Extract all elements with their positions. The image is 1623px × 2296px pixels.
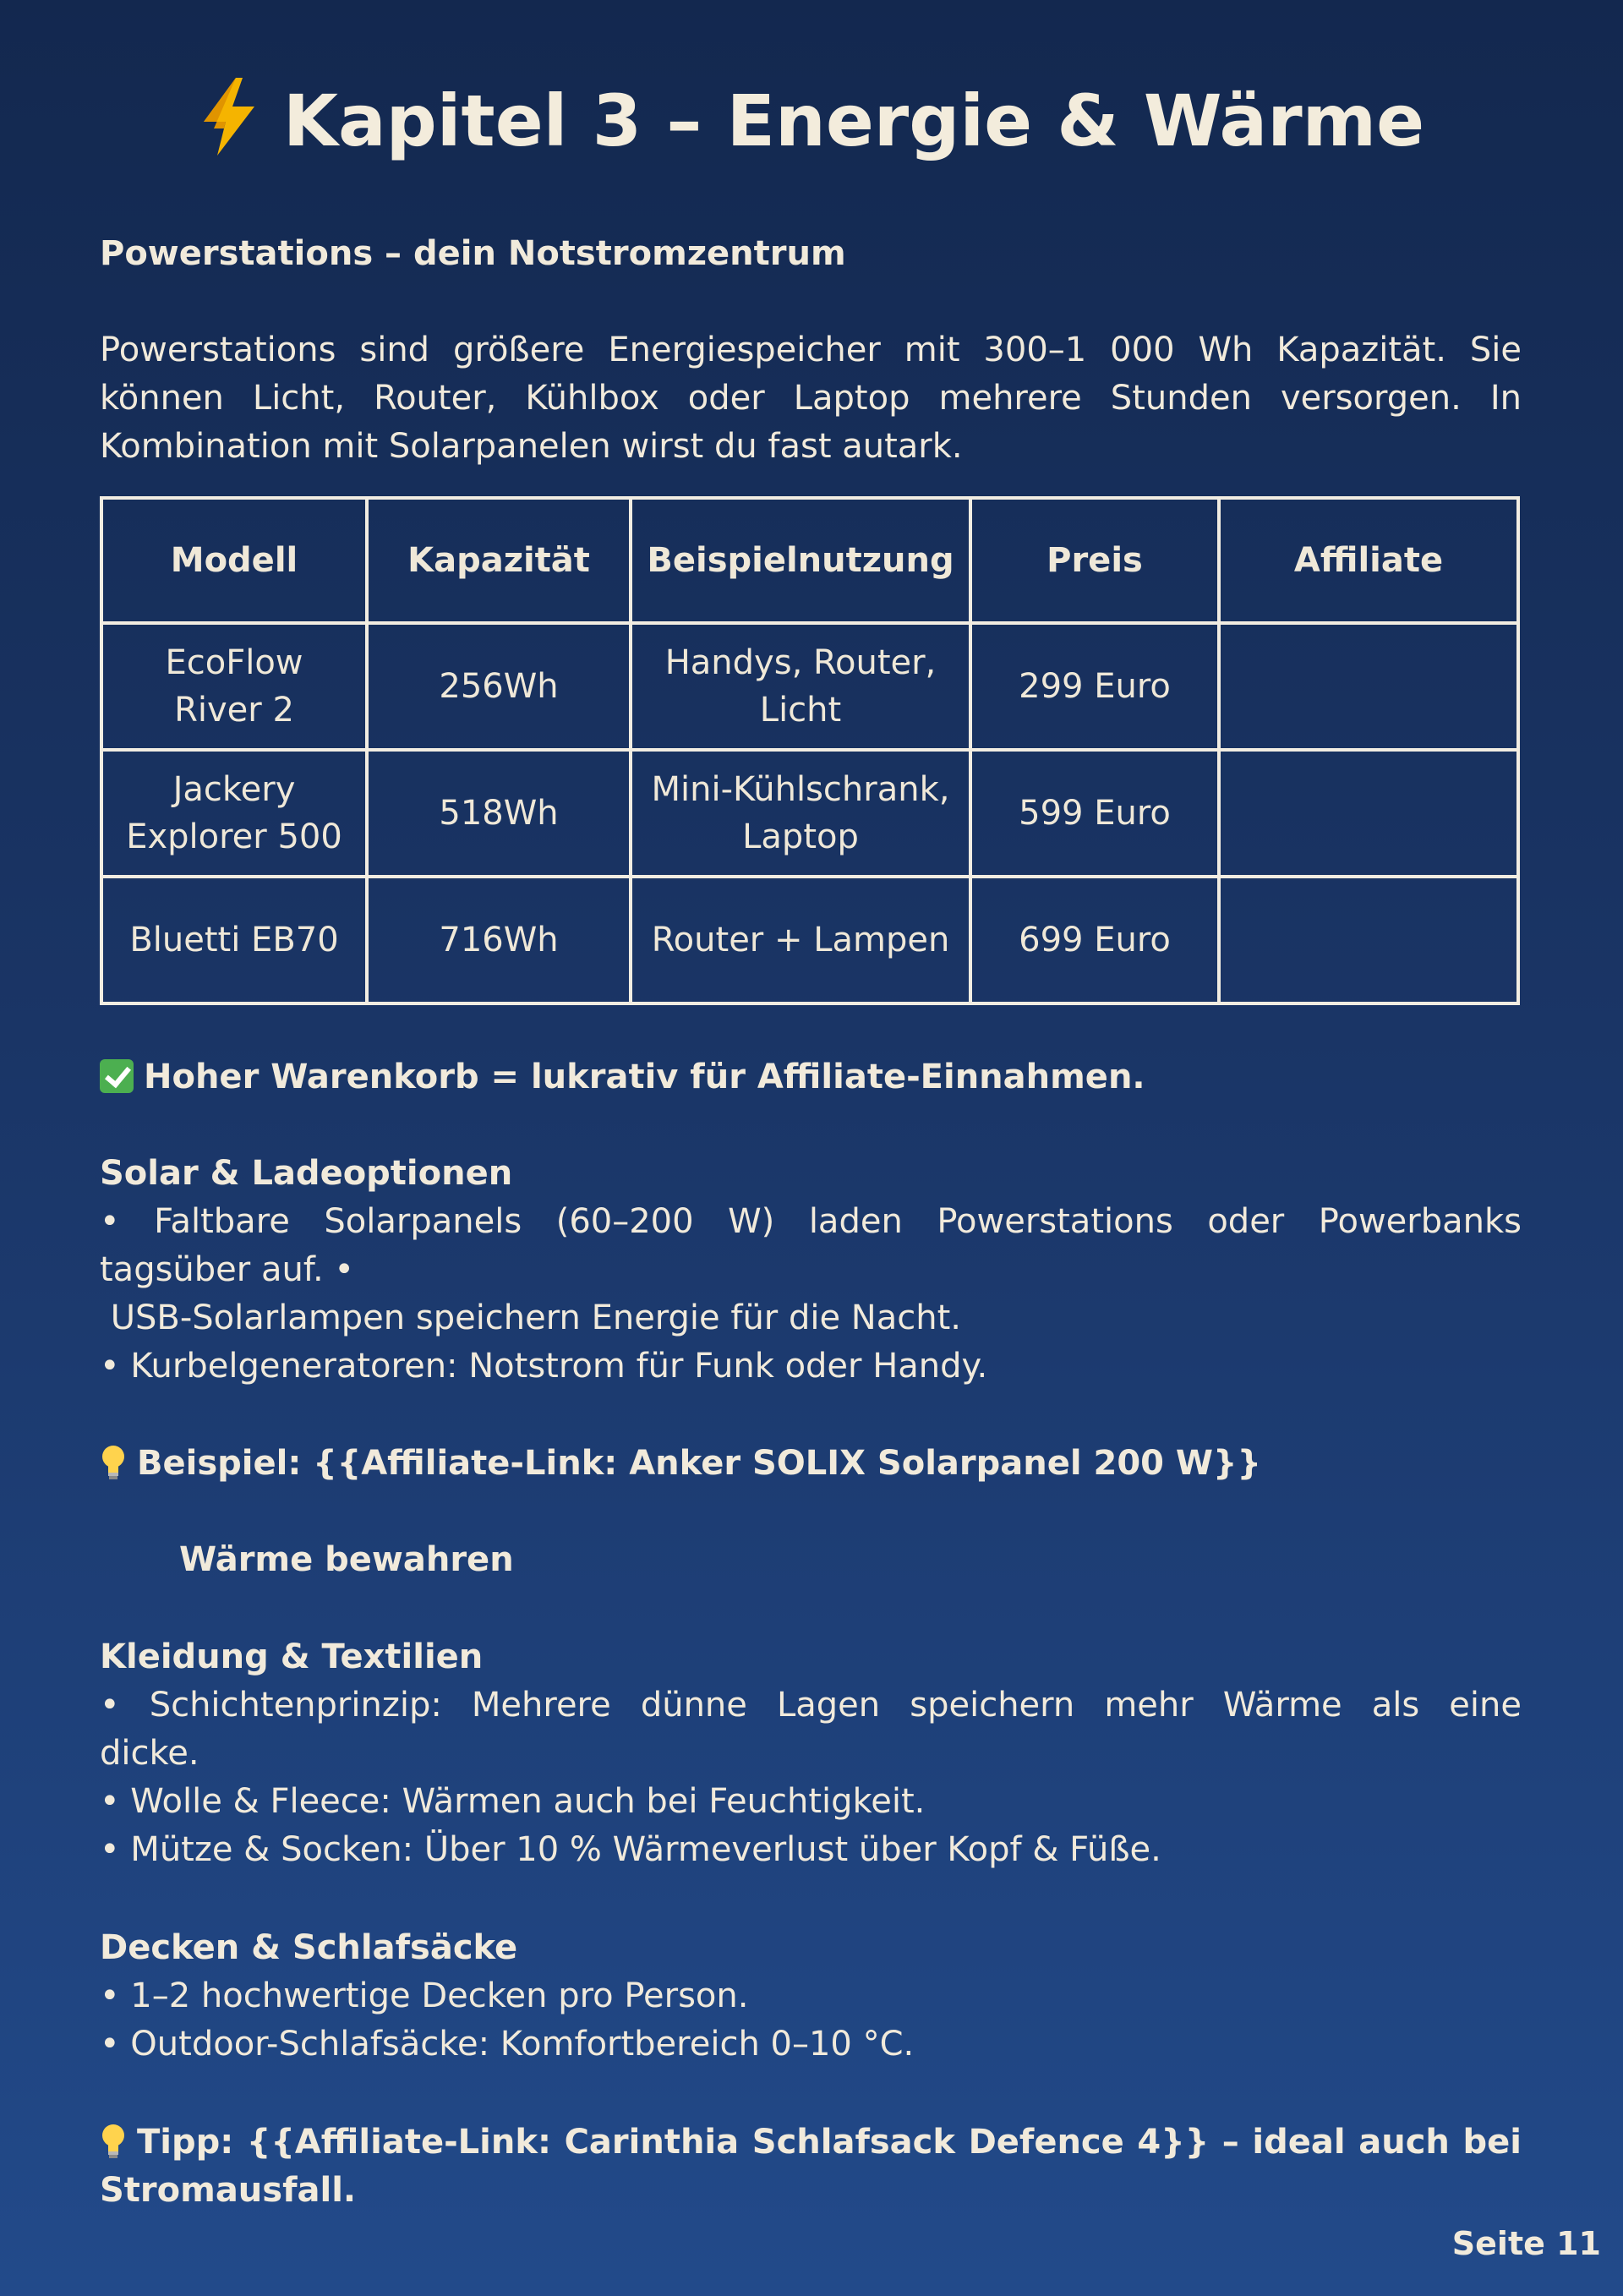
blankets-line-1: • 1–2 hochwertige Decken pro Person. bbox=[100, 1976, 749, 2015]
cell-model bbox=[101, 623, 367, 750]
cell-model-line-2: Explorer 500 bbox=[126, 817, 342, 856]
tip-line-2: Stromausfall. bbox=[100, 2171, 357, 2210]
blankets-heading: Decken & Schlafsäcke bbox=[100, 1928, 518, 1967]
cell-model-line-1: Jackery bbox=[172, 770, 296, 809]
cell-usage bbox=[631, 750, 970, 877]
table-row bbox=[101, 877, 1518, 1003]
lightning-bolt-icon bbox=[199, 78, 260, 156]
cell-model-line-1: Bluetti EB70 bbox=[129, 921, 339, 959]
affiliate-note-text: Hoher Warenkorb = lukrativ für Affiliate-Einnahmen. bbox=[144, 1058, 1145, 1096]
light-bulb-icon bbox=[100, 2123, 127, 2160]
cell-capacity: 256Wh bbox=[367, 623, 631, 750]
cell-usage-line-1: Handys, Router, bbox=[664, 643, 937, 682]
clothing-line-2: dicke. bbox=[100, 1734, 199, 1773]
clothing-line-4: • Mütze & Socken: Über 10 % Wärmeverlust über Kopf & Füße. bbox=[100, 1830, 1161, 1869]
clothing-line-3: • Wolle & Fleece: Wärmen auch bei Feuchtigkeit. bbox=[100, 1782, 926, 1821]
intro-line-1: Powerstations sind größere Energiespeicher mit 300–1 000 Wh Kapazität. Sie bbox=[100, 331, 1522, 369]
cell-model-line-1: EcoFlow bbox=[165, 643, 303, 682]
cell-capacity: 518Wh bbox=[367, 750, 631, 877]
solar-example bbox=[100, 1440, 1522, 1488]
blankets-section bbox=[100, 1924, 1522, 2069]
table-row bbox=[101, 623, 1518, 750]
cell-affiliate bbox=[1219, 750, 1518, 877]
cell-usage-line-1: Mini-Kühlschrank, bbox=[651, 770, 950, 809]
page-title-text: Kapitel 3 – Energie & Wärme bbox=[282, 79, 1425, 162]
check-mark-icon bbox=[100, 1059, 134, 1093]
light-bulb-icon bbox=[100, 1444, 127, 1481]
cell-price: 699 Euro bbox=[970, 877, 1219, 1003]
solar-line-1: • Faltbare Solarpanels (60–200 W) laden Powerstations oder Powerbanks bbox=[100, 1202, 1522, 1241]
cell-price: 299 Euro bbox=[970, 623, 1219, 750]
solar-example-text: Beispiel: {{Affiliate-Link: Anker SOLIX Solarpanel 200 W}} bbox=[137, 1444, 1261, 1483]
column-header-capacity: Kapazität bbox=[367, 498, 631, 623]
cell-model bbox=[101, 750, 367, 877]
clothing-line-1: • Schichtenprinzip: Mehrere dünne Lagen speichern mehr Wärme als eine bbox=[100, 1686, 1522, 1725]
affiliate-note bbox=[100, 1053, 1522, 1102]
powerstations-intro bbox=[100, 326, 1522, 471]
solar-section bbox=[100, 1150, 1522, 1391]
cell-affiliate bbox=[1219, 877, 1518, 1003]
tip-line-1 bbox=[100, 2118, 1522, 2167]
page-number: Seite 11 bbox=[1451, 2225, 1601, 2262]
solar-line-3: USB-Solarlampen speichern Energie für die Nacht. bbox=[100, 1298, 961, 1337]
cell-affiliate bbox=[1219, 623, 1518, 750]
intro-line-2: können Licht, Router, Kühlbox oder Laptop mehrere Stunden versorgen. In bbox=[100, 379, 1522, 418]
cell-usage-line-2: Laptop bbox=[742, 817, 859, 856]
clothing-heading: Kleidung & Textilien bbox=[100, 1637, 484, 1676]
table-row bbox=[101, 750, 1518, 877]
column-header-affiliate: Affiliate bbox=[1219, 498, 1518, 623]
blankets-tip bbox=[100, 2118, 1522, 2215]
solar-line-2: tagsüber auf. • bbox=[100, 1250, 354, 1289]
cell-usage-line-1: Router + Lampen bbox=[651, 921, 950, 959]
solar-line-4: • Kurbelgeneratoren: Notstrom für Funk oder Handy. bbox=[100, 1347, 988, 1386]
page-title bbox=[0, 74, 1623, 167]
cell-usage-line-2: Licht bbox=[759, 691, 842, 730]
blankets-line-2: • Outdoor-Schlafsäcke: Komfortbereich 0–10 °C. bbox=[100, 2025, 915, 2064]
powerstation-table bbox=[100, 496, 1520, 1005]
cell-model-line-2: River 2 bbox=[174, 691, 294, 730]
column-header-price: Preis bbox=[970, 498, 1219, 623]
tip-line-1-text: Tipp: {{Affiliate-Link: Carinthia Schlafsack Defence 4}} – ideal auch bei bbox=[137, 2123, 1522, 2162]
column-header-model: Modell bbox=[101, 498, 367, 623]
column-header-usage: Beispielnutzung bbox=[631, 498, 970, 623]
clothing-section bbox=[100, 1633, 1522, 1874]
powerstations-heading: Powerstations – dein Notstromzentrum bbox=[100, 234, 846, 273]
cell-price: 599 Euro bbox=[970, 750, 1219, 877]
cell-capacity: 716Wh bbox=[367, 877, 631, 1003]
warmth-heading: Wärme bewahren bbox=[179, 1540, 514, 1579]
table-header-row bbox=[101, 498, 1518, 623]
cell-usage bbox=[631, 623, 970, 750]
solar-heading: Solar & Ladeoptionen bbox=[100, 1154, 513, 1193]
cell-usage bbox=[631, 877, 970, 1003]
cell-model bbox=[101, 877, 367, 1003]
intro-line-3: Kombination mit Solarpanelen wirst du fast autark. bbox=[100, 427, 963, 466]
